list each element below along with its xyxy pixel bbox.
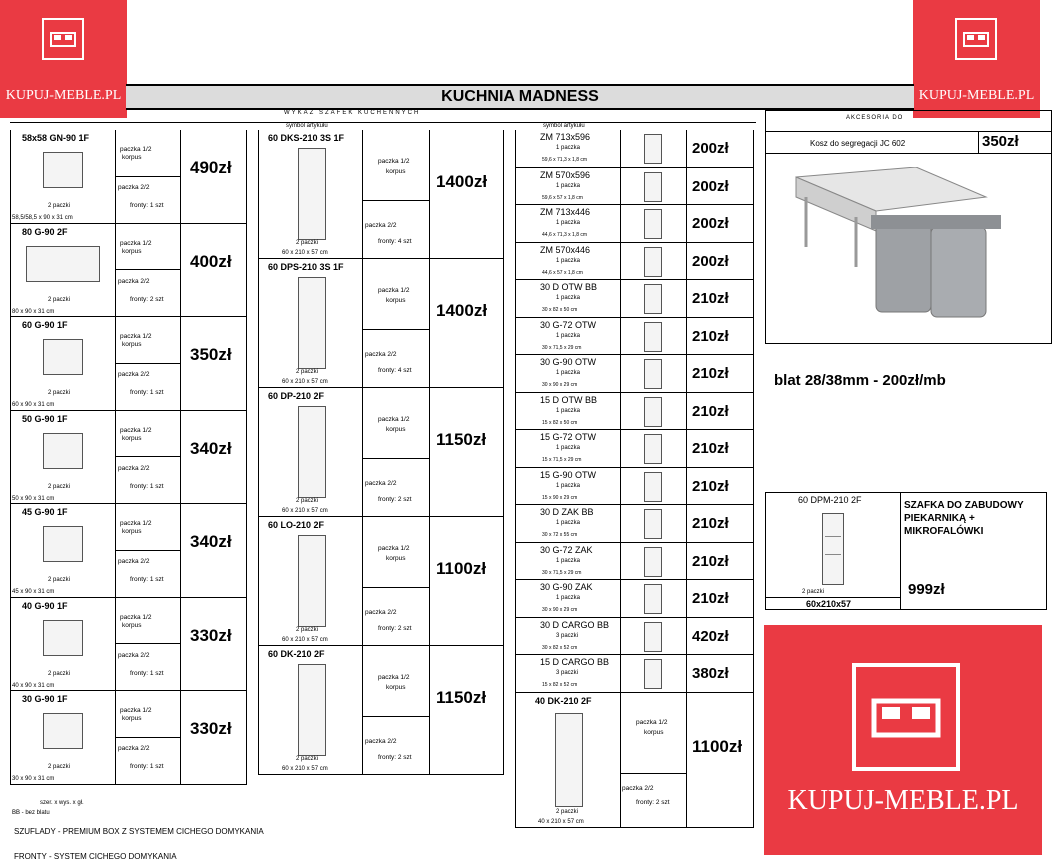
cabinet-drawing [298,148,326,240]
table-cell [363,459,430,517]
cabinet-code: 60 DK-210 2F [268,649,325,659]
pack-label: paczka 1/2 [120,613,152,621]
price: 210zł [692,477,729,495]
pack-label: 1 paczka [556,520,581,526]
bed-icon [955,18,997,60]
cabinet-drawing [298,406,326,498]
dims-label: 30 x 82 x 50 cm [542,307,578,313]
price: 210zł [692,402,729,420]
pack-label: 1 paczka [556,370,581,376]
table-cell [430,646,504,775]
fronts-label: fronty: 1 szt [130,576,164,583]
dims-label: 44,6 x 71,3 x 1,8 cm [542,232,588,238]
dims-label: 80 x 90 x 31 cm [12,308,55,315]
table-cell [363,130,430,201]
fronts-label: fronty: 1 szt [130,669,164,677]
pack-label: korpus [122,341,142,348]
pack-label: paczka 2/2 [118,371,150,378]
packs-label: 2 paczki [296,498,319,504]
cabinet-drawing [43,433,83,469]
price: 330zł [190,625,232,645]
pack-label: 1 paczka [556,557,581,564]
dims-label: 40 x 210 x 57 cm [538,818,584,825]
fronts-label: fronty: 1 szt [130,482,164,490]
dims-label: 45 x 90 x 31 cm [12,589,55,595]
title-bar [126,84,914,110]
cabinet-code: 30 G-90 OTW [540,357,597,367]
cabinet-drawing [822,513,844,585]
pack-label: korpus [122,528,142,535]
brand-name: KUPUJ-MEBLE.PL [918,88,1035,103]
table-cell [430,259,504,388]
pack-label: paczka 1/2 [378,287,410,294]
pack-label: paczka 2/2 [622,784,654,792]
cabinet-drawing [644,434,662,464]
pack-label: paczka 2/2 [365,351,397,358]
cabinet-code: 50 G-90 1F [22,413,68,424]
accessory-box [765,110,1052,344]
table-frame [10,122,756,123]
note-fronts: FRONTY - SYSTEM CICHEGO DOMYKANIA [14,852,177,861]
price: 340zł [190,438,232,458]
dims-label: 30 x 71,5 x 29 cm [542,569,582,576]
pack-label: 1 paczka [556,407,581,414]
pack-label: paczka 2/2 [118,558,150,565]
packs-label: 2 paczki [296,756,319,762]
price: 200zł [692,140,729,157]
price: 400zł [190,251,232,271]
cabinet-drawing [43,339,83,375]
packs-label: 2 paczki [48,670,71,677]
fronts-label: fronty: 2 szt [378,625,412,632]
table-cell [363,517,430,588]
dims-label: 30 x 90 x 29 cm [542,382,578,388]
table-cell [363,388,430,459]
pack-label: korpus [122,247,142,255]
pack-label: 3 paczki [556,670,579,676]
pack-label: paczka 1/2 [636,718,668,726]
bed-icon [852,663,960,771]
pack-label: paczka 2/2 [118,745,150,752]
cabinet-code: 60 G-90 1F [22,320,68,330]
pack-label: korpus [386,555,406,562]
pack-label: 3 paczki [556,632,579,639]
dims-label: 60 x 210 x 57 cm [282,379,328,385]
cabinet-drawing [644,284,662,314]
cabinet-code: 60 DPS-210 3S 1F [268,262,344,272]
price: 490zł [190,158,232,177]
page-title: KUCHNIA MADNESS [441,88,599,105]
pack-label: paczka 2/2 [365,738,397,745]
cabinet-code: 40 G-90 1F [22,600,68,611]
pack-label: paczka 1/2 [120,520,152,527]
price: 1400zł [436,172,488,191]
pack-label: paczka 1/2 [120,707,152,714]
cabinet-code: 30 G-72 OTW [540,319,597,330]
table-cell [430,388,504,517]
pack-label: paczka 1/2 [378,545,410,552]
cabinet-code: 30 D CARGO BB [540,619,610,630]
table-cell [430,517,504,646]
dims-label: 50 x 90 x 31 cm [12,495,55,502]
pack-label: 1 paczka [556,220,581,226]
table-cell [363,646,430,717]
fronts-label: fronty: 1 szt [130,763,164,770]
cabinet-code: ZM 570x596 [540,169,591,180]
cabinet-drawing [644,397,662,427]
brand-logo-left [0,0,127,118]
pack-label: korpus [122,715,142,722]
bed-icon [42,18,84,60]
table-cell [363,259,430,330]
pack-label: korpus [386,426,406,433]
price: 1150zł [436,688,487,707]
price: 210zł [692,440,729,457]
cabinet-code: 30 G-90 1F [22,694,68,704]
brand-logo-large [764,625,1042,855]
cabinet-drawing [26,246,100,282]
pack-label: 1 paczka [556,295,581,301]
dims-label: 60 x 210 x 57 cm [282,637,328,643]
cabinet-drawing [43,620,83,656]
price: 420zł [692,627,729,645]
packs-label: 2 paczki [48,390,71,396]
oven-desc: SZAFKA DO ZABUDOWY PIEKARNIKĄ + MIKROFALÓWKI [904,500,1024,537]
fronts-label: fronty: 2 szt [130,295,164,303]
oven-packs: 2 paczki [802,589,825,595]
pack-label: 1 paczka [556,182,581,189]
cabinet-code: 15 D OTW BB [540,394,598,405]
table-cell [363,330,430,388]
dims-label: 30 x 72 x 55 cm [542,532,578,538]
dims-label: 40 x 90 x 31 cm [12,682,55,689]
dims-label: 44,6 x 57 x 1,8 cm [542,269,583,276]
cabinet-code: 80 G-90 2F [22,226,68,237]
cabinet-drawing [644,172,662,202]
cabinet-code: 60 DKS-210 3S 1F [268,133,345,143]
cabinet-code: 30 G-90 ZAK [540,582,593,592]
pack-label: korpus [122,434,142,442]
price: 210zł [692,552,729,570]
pack-label: korpus [386,168,406,175]
pack-label: 1 paczka [556,445,581,451]
pack-label: paczka 1/2 [120,426,152,434]
cabinet-code: ZM 570x446 [540,244,591,255]
subtitle: WYKAZ SZAFEK KUCHENNYCH [284,110,421,116]
cabinet-drawing [644,247,662,277]
price: 1100zł [692,736,743,756]
accessory-price: 350zł [982,133,1019,150]
cabinet-drawing [43,713,83,749]
price: 210zł [692,290,729,307]
pack-label: paczka 1/2 [120,239,152,247]
price: 210zł [692,365,729,382]
dims-label: 30 x 82 x 52 cm [542,644,578,651]
price: 1150zł [436,430,487,449]
pack-label: 1 paczka [556,482,581,489]
fronts-label: fronty: 1 szt [130,389,164,396]
cabinet-drawing [298,277,326,369]
pack-label: korpus [644,728,664,736]
dims-label: 30 x 90 x 31 cm [12,776,55,782]
table-cell [363,717,430,775]
cabinet-code: ZM 713x446 [540,207,591,217]
price: 200zł [692,252,729,270]
symbol-label: symbol artykułu [543,123,585,129]
price: 210zł [692,327,729,345]
cabinet-code: 40 DK-210 2F [535,695,592,706]
pack-label: paczka 1/2 [378,416,410,423]
packs-label: 2 paczki [48,764,71,770]
pack-label: 1 paczka [556,332,581,339]
pack-label: paczka 1/2 [120,333,152,340]
cabinet-drawing [644,134,662,164]
price: 200zł [692,177,729,195]
price: 1100zł [436,559,487,578]
cabinet-code: 30 D ZAK BB [540,507,594,517]
dims-label: 15 x 90 x 29 cm [542,494,578,501]
packs-label: 2 paczki [296,240,319,246]
pack-label: korpus [386,684,406,691]
packs-label: 2 paczki [48,203,71,209]
packs-label: 2 paczki [296,369,319,375]
pack-label: paczka 2/2 [365,222,397,229]
fronts-label: fronty: 2 szt [378,496,412,503]
brand-name: KUPUJ-MEBLE.PL [5,88,122,103]
cabinet-drawing [644,472,662,502]
packs-label: 2 paczki [556,808,579,815]
countertop-price: blat 28/38mm - 200zł/mb [774,372,946,389]
cabinet-drawing [644,547,662,577]
pack-label: paczka 2/2 [118,651,150,659]
price: 340zł [190,532,232,551]
pack-label: korpus [386,297,406,304]
fronts-label: fronty: 4 szt [378,367,412,374]
price: 210zł [692,515,729,532]
dims-label: 30 x 71,5 x 29 cm [542,344,582,351]
brand-logo-right [913,0,1040,118]
dims-label: 30 x 90 x 29 cm [542,607,578,613]
cabinet-drawing [43,526,83,562]
cabinet-code: 15 D CARGO BB [540,657,610,667]
fronts-label: fronty: 1 szt [130,202,164,209]
pack-label: paczka 2/2 [118,184,150,191]
pack-label: paczka 2/2 [118,464,150,472]
price: 210zł [692,590,729,607]
cabinet-code: 15 G-72 OTW [540,432,597,442]
packs-label: 2 paczki [48,483,71,490]
dims-label: 60 x 210 x 57 cm [282,766,328,772]
cabinet-drawing [644,359,662,389]
oven-price: 999zł [908,581,945,598]
fronts-label: fronty: 4 szt [378,238,412,245]
cabinet-drawing [555,713,583,807]
price: 1400zł [436,301,488,320]
price: 350zł [190,345,232,364]
cabinet-code: 30 D OTW BB [540,282,598,292]
packs-label: 2 paczki [48,296,71,303]
pack-label: paczka 1/2 [120,146,152,153]
dims-label: 15 x 71,5 x 29 cm [542,457,582,463]
legend-dims: szer. x wys. x gł. [40,800,84,806]
cabinet-drawing [644,322,662,352]
cabinet-code: 60 DP-210 2F [268,391,325,401]
cabinet-code: 45 G-90 1F [22,507,68,517]
symbol-label: symbol artykułu [286,123,328,129]
pack-label: korpus [122,621,142,629]
pack-label: korpus [122,154,142,161]
cabinet-code: 15 G-90 OTW [540,469,597,480]
cabinet-code: ZM 713x596 [540,132,591,142]
price: 200zł [692,215,729,232]
table-cell [363,588,430,646]
cabinet-drawing [298,535,326,627]
dims-label: 59,6 x 57 x 1,8 cm [542,194,583,201]
dims-label: 15 x 82 x 50 cm [542,419,578,426]
pack-label: 1 paczka [556,145,581,151]
accessories-header: AKCESORIA DO [846,115,904,121]
price: 380zł [692,665,729,682]
pack-label: paczka 2/2 [365,480,397,487]
accessory-name: Kosz do segregacji JC 602 [810,139,906,148]
pack-label: paczka 1/2 [378,674,410,681]
packs-label: 2 paczki [48,577,71,583]
dims-label: 60 x 210 x 57 cm [282,508,328,514]
table-cell [363,201,430,259]
cabinet-code: 60 LO-210 2F [268,520,325,530]
pack-label: paczka 1/2 [378,158,410,165]
cabinet-drawing [644,584,662,614]
cabinet-drawing [43,152,83,188]
pack-label: 1 paczka [556,257,581,264]
legend-bb: BB - bez blatu [12,810,50,816]
cabinet-code: 58x58 GN-90 1F [22,133,90,143]
pack-label: paczka 2/2 [118,277,150,285]
dims-label: 60 x 210 x 57 cm [282,250,328,256]
oven-cabinet-box [765,492,1047,610]
dims-label: 15 x 82 x 52 cm [542,682,578,688]
dims-label: 60 x 90 x 31 cm [12,402,55,408]
fronts-label: fronty: 2 szt [378,754,412,761]
cabinet-drawing [644,209,662,239]
cabinet-drawing [644,509,662,539]
dims-label: 58,5/58,5 x 90 x 31 cm [12,215,73,221]
cabinet-drawing [298,664,326,756]
price: 330zł [190,719,232,738]
table-cell [430,130,504,259]
cabinet-drawing [644,622,662,652]
fronts-label: fronty: 2 szt [636,798,670,806]
oven-dims: 60x210x57 [806,599,852,609]
note-drawers: SZUFLADY - PREMIUM BOX Z SYSTEMEM CICHEGO DOMYKANIA [14,827,264,836]
oven-code: 60 DPM-210 2F [798,495,862,505]
packs-label: 2 paczki [296,627,319,633]
table-cell [687,693,754,829]
pack-label: 1 paczka [556,595,581,601]
dims-label: 59,6 x 71,3 x 1,8 cm [542,157,588,163]
cabinet-drawing [644,659,662,689]
cabinet-code: 30 G-72 ZAK [540,544,593,555]
waste-bin-image [786,167,1016,327]
pack-label: paczka 2/2 [365,609,397,616]
brand-name: KUPUJ-MEBLE.PL [787,785,1019,816]
